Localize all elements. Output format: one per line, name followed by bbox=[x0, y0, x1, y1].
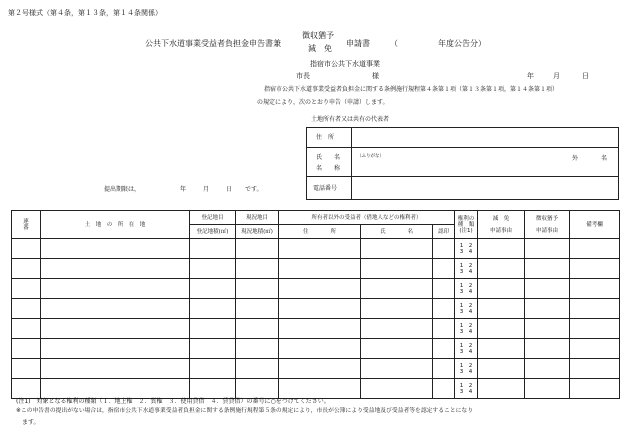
table-row bbox=[12, 279, 620, 299]
location-cell[interactable] bbox=[41, 319, 190, 339]
title-year-suffix: 年度公告分） bbox=[438, 39, 486, 48]
deferral-cell[interactable] bbox=[525, 279, 570, 299]
deferral-cell[interactable] bbox=[525, 339, 570, 359]
table-row bbox=[12, 239, 620, 259]
other-address-cell[interactable] bbox=[279, 279, 361, 299]
note-1: (注1) 対象となる権利の種類（１．地上権 ２．質権 ３．使用貸借 ４．賃貸借）の番号に○をつけてください。 bbox=[16, 398, 330, 405]
deferral-reason-header: 徴収猶予 申請事由 bbox=[525, 211, 570, 239]
location-cell[interactable] bbox=[41, 239, 190, 259]
location-cell[interactable] bbox=[41, 299, 190, 319]
serial-cell[interactable] bbox=[12, 379, 41, 399]
furigana-label: （ふりがな） bbox=[357, 154, 384, 159]
deferral-cell[interactable] bbox=[525, 319, 570, 339]
rights-cell[interactable]: 1 2 3 4 bbox=[455, 259, 478, 279]
seal-cell[interactable] bbox=[433, 339, 455, 359]
serial-cell[interactable] bbox=[12, 279, 41, 299]
location-cell[interactable] bbox=[41, 339, 190, 359]
remarks-cell[interactable] bbox=[570, 339, 620, 359]
other-address-cell[interactable] bbox=[279, 339, 361, 359]
rights-cell[interactable]: 1 2 3 4 bbox=[455, 339, 478, 359]
remarks-header: 備考欄 bbox=[570, 211, 620, 239]
other-address-cell[interactable] bbox=[279, 379, 361, 399]
date-day: 日 bbox=[582, 72, 589, 80]
current-area-header: 現況地積(㎡) bbox=[236, 225, 279, 239]
title-option-deferral: 徴収猶予 bbox=[302, 31, 334, 40]
registered-category-header: 登記地目 bbox=[190, 211, 236, 225]
other-address-cell[interactable] bbox=[279, 239, 361, 259]
exemption-cell[interactable] bbox=[478, 339, 525, 359]
table-row bbox=[12, 319, 620, 339]
body-line-1: 指宿市公共下水道事業受益者負担金に関する条例施行規程第４条第１項（第１３条第１項，第１４条第１項） bbox=[264, 86, 559, 93]
form-title: 公共下水道事業受益者負担金申告書兼 bbox=[145, 39, 281, 48]
exemption-cell[interactable] bbox=[478, 319, 525, 339]
location-cell[interactable] bbox=[41, 279, 190, 299]
deferral-cell[interactable] bbox=[525, 359, 570, 379]
current-cell[interactable] bbox=[236, 359, 279, 379]
deferral-cell[interactable] bbox=[525, 239, 570, 259]
remarks-cell[interactable] bbox=[570, 379, 620, 399]
current-cell[interactable] bbox=[236, 379, 279, 399]
remarks-cell[interactable] bbox=[570, 299, 620, 319]
current-cell[interactable] bbox=[236, 339, 279, 359]
table-row bbox=[12, 359, 620, 379]
rights-cell[interactable]: 1 2 3 4 bbox=[455, 279, 478, 299]
note-2: ※この申告書の提出がない場合は，指宿市公共下水道事業受益者負担金に関する条例施行規程第５条の規定により，市長が公簿により受益地及び受益者等を認定することになり bbox=[16, 408, 474, 414]
registered-area-header: 登記地積(㎡) bbox=[190, 225, 236, 239]
rights-cell[interactable]: 1 2 3 4 bbox=[455, 299, 478, 319]
serial-cell[interactable] bbox=[12, 319, 41, 339]
rights-cell[interactable]: 1 2 3 4 bbox=[455, 239, 478, 259]
exemption-reason-header: 減 免 申請事由 bbox=[478, 211, 525, 239]
registered-cell[interactable] bbox=[190, 339, 236, 359]
rights-cell[interactable]: 1 2 3 4 bbox=[455, 379, 478, 399]
deadline-suffix: です。 bbox=[245, 186, 263, 193]
phone-field[interactable] bbox=[356, 180, 614, 197]
form-number: 第２号様式（第４条，第１３条，第１４条関係） bbox=[8, 9, 162, 17]
location-cell[interactable] bbox=[41, 359, 190, 379]
registered-cell[interactable] bbox=[190, 319, 236, 339]
phone-label: 電話番号 bbox=[313, 185, 338, 192]
seal-cell[interactable] bbox=[433, 239, 455, 259]
entity-name-label: 名 称 bbox=[316, 165, 341, 172]
other-name-cell[interactable] bbox=[361, 339, 433, 359]
other-name-header: 氏 名 bbox=[361, 225, 433, 239]
table-row bbox=[12, 299, 620, 319]
table-row bbox=[12, 379, 620, 399]
registered-cell[interactable] bbox=[190, 359, 236, 379]
serial-cell[interactable] bbox=[12, 299, 41, 319]
deadline-year: 年 bbox=[180, 186, 187, 193]
remarks-cell[interactable] bbox=[570, 319, 620, 339]
current-category-header: 現況地目 bbox=[236, 211, 279, 225]
other-name-cell[interactable] bbox=[361, 379, 433, 399]
rights-cell[interactable]: 1 2 3 4 bbox=[455, 319, 478, 339]
exemption-cell[interactable] bbox=[478, 239, 525, 259]
deadline-day: 日 bbox=[226, 186, 233, 193]
registered-cell[interactable] bbox=[190, 299, 236, 319]
location-cell[interactable] bbox=[41, 259, 190, 279]
current-cell[interactable] bbox=[236, 279, 279, 299]
seal-cell[interactable] bbox=[433, 259, 455, 279]
deadline-month: 月 bbox=[203, 186, 210, 193]
remarks-cell[interactable] bbox=[570, 359, 620, 379]
date-month: 月 bbox=[553, 72, 560, 80]
land-table bbox=[11, 210, 620, 399]
table-header-row bbox=[12, 211, 620, 225]
outside-label: 外 bbox=[572, 155, 579, 162]
serial-header: 連 番 bbox=[12, 211, 41, 239]
remarks-cell[interactable] bbox=[570, 239, 620, 259]
applicant-heading: 土地所有者又は共有の代表者 bbox=[311, 116, 390, 123]
deferral-cell[interactable] bbox=[525, 379, 570, 399]
seal-cell[interactable] bbox=[433, 279, 455, 299]
other-name-cell[interactable] bbox=[361, 259, 433, 279]
serial-cell[interactable] bbox=[12, 259, 41, 279]
other-address-header: 住 所 bbox=[279, 225, 361, 239]
current-cell[interactable] bbox=[236, 319, 279, 339]
seal-cell[interactable] bbox=[433, 319, 455, 339]
exemption-cell[interactable] bbox=[478, 299, 525, 319]
seal-cell[interactable] bbox=[433, 299, 455, 319]
other-name-cell[interactable] bbox=[361, 319, 433, 339]
other-beneficiary-header: 所有者以外の受益者（借地人などの権利者） bbox=[279, 211, 455, 225]
seal-header: 認印 bbox=[433, 225, 455, 239]
seal-cell[interactable] bbox=[433, 359, 455, 379]
table-row bbox=[12, 259, 620, 279]
other-name-cell[interactable] bbox=[361, 279, 433, 299]
remarks-cell[interactable] bbox=[570, 279, 620, 299]
remarks-cell[interactable] bbox=[570, 259, 620, 279]
table-row bbox=[12, 339, 620, 359]
other-address-cell[interactable] bbox=[279, 299, 361, 319]
persons-label: 名 bbox=[601, 155, 608, 162]
other-address-cell[interactable] bbox=[279, 359, 361, 379]
addressee-honorific: 様 bbox=[372, 72, 379, 80]
current-cell[interactable] bbox=[236, 239, 279, 259]
serial-cell[interactable] bbox=[12, 339, 41, 359]
address-label: 住 所 bbox=[316, 134, 335, 141]
deferral-cell[interactable] bbox=[525, 299, 570, 319]
other-name-cell[interactable] bbox=[361, 239, 433, 259]
addressee-mayor: 市長 bbox=[296, 72, 310, 80]
date-year: 年 bbox=[527, 72, 534, 80]
registered-cell[interactable] bbox=[190, 279, 236, 299]
exemption-cell[interactable] bbox=[478, 259, 525, 279]
current-cell[interactable] bbox=[236, 299, 279, 319]
other-name-cell[interactable] bbox=[361, 359, 433, 379]
location-cell[interactable] bbox=[41, 379, 190, 399]
other-name-cell[interactable] bbox=[361, 299, 433, 319]
serial-cell[interactable] bbox=[12, 359, 41, 379]
registered-cell[interactable] bbox=[190, 239, 236, 259]
deadline-label: 提出期限は， bbox=[104, 186, 141, 193]
serial-cell[interactable] bbox=[12, 239, 41, 259]
sender: 指宿市公共下水道事業 bbox=[310, 60, 380, 68]
exemption-cell[interactable] bbox=[478, 379, 525, 399]
seal-cell[interactable] bbox=[433, 379, 455, 399]
title-paren-open: （ bbox=[390, 39, 398, 48]
deferral-cell[interactable] bbox=[525, 259, 570, 279]
other-address-cell[interactable] bbox=[279, 319, 361, 339]
registered-cell[interactable] bbox=[190, 259, 236, 279]
registered-cell[interactable] bbox=[190, 379, 236, 399]
name-label: 氏 名 bbox=[316, 154, 341, 161]
rights-cell[interactable]: 1 2 3 4 bbox=[455, 359, 478, 379]
title-suffix: 申請書 bbox=[346, 39, 370, 48]
location-header: 土 地 の 所 在 地 bbox=[41, 211, 190, 239]
rights-type-header: 権利の 種 類 (注1) bbox=[455, 211, 478, 239]
name-field[interactable] bbox=[356, 150, 614, 174]
exemption-cell[interactable] bbox=[478, 279, 525, 299]
body-line-2: の規定により，次のとおり申告（申請）します。 bbox=[257, 99, 389, 106]
title-option-exemption: 減 免 bbox=[308, 44, 332, 53]
current-cell[interactable] bbox=[236, 259, 279, 279]
exemption-cell[interactable] bbox=[478, 359, 525, 379]
note-2-continued: ます。 bbox=[22, 419, 40, 426]
address-field[interactable] bbox=[356, 131, 614, 145]
other-address-cell[interactable] bbox=[279, 259, 361, 279]
